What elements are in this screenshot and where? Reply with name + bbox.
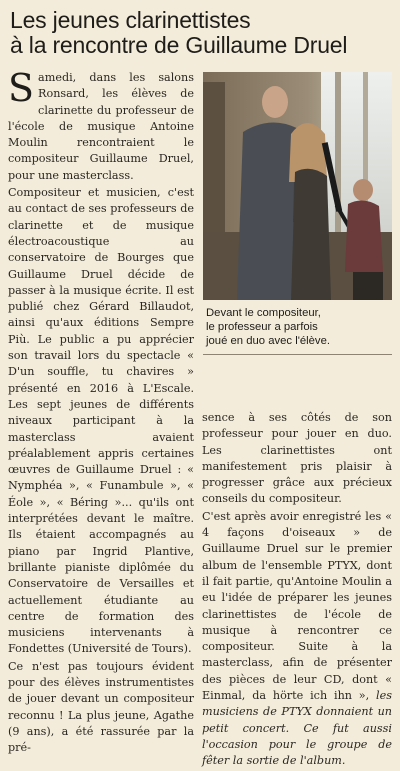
caption-line-1: Devant le compositeur,: [206, 307, 321, 319]
article-paragraph-youngest: Ce n'est pas toujours évident pour des élèves instrumentistes de jouer devant un compositeur reconnu ! La plus jeune, Agathe (9 ans), a été rassurée par la pré-: [8, 659, 194, 755]
headline-line-1: Les jeunes clarinettistes: [10, 7, 251, 33]
article-paragraph-ptyx: [202, 509, 392, 770]
caption-line-3: joué en duo avec l'élève.: [206, 335, 331, 348]
caption-line-2: le professeur a parfois: [206, 321, 318, 334]
intro-text: amedi, dans les salons Ronsard, les élèves de clarinette du professeur de l'école de musique Antoine Moulin rencontraient le compositeur Guillaume Druel, pour une masterclass.: [8, 71, 194, 182]
caption-divider: [203, 354, 392, 355]
article-paragraph-intro: [8, 66, 194, 184]
article-column-right: [202, 410, 392, 771]
article-headline: [10, 8, 394, 58]
article-photo: [203, 72, 392, 300]
ptyx-italic-text: les musiciens de PTYX donnaient un petit concert. Ce fut aussi l'occasion pour le groupe de fêter la sortie de l'album.: [202, 689, 392, 768]
article-paragraph-duo: sence à ses côtés de son professeur pour jouer en duo. Les clarinettistes ont manifestement pris plaisir à progresser grâce aux précieux conseils du compositeur.: [202, 411, 392, 506]
article-paragraph-composer: Compositeur et musicien, c'est au contact de ses professeurs de clarinette et de musique électroacoustique au conservatoire de Bourges que Guillaume Druel décide de passer à la musique écrite. Il est publié chez Gérard Billaudot, ainsi qu'aux éditions Sempre Più. Le public a pu apprécier son travail lors du spectacle « D'un souffle, tu chavires » présenté en 2016 à L'Escale. Les sept jeunes de différents niveaux participant à la masterclass avaient préalablement appris certaines œuvres de Guillaume Druel : « Nymphéa », « Funambule », « Éole », « Béring »... qu'ils ont interprétées devant le maître. Ils étaient accompagnés au piano par Ingrid Plantive, brillante pianiste diplômée du Conservatoire de Versailles et actuellement étudiante au centre de formation des musiciens intervenants à Fondettes (Université de Tours).: [8, 186, 194, 656]
article-column-left: [8, 66, 194, 757]
drop-cap-letter: S: [8, 66, 35, 110]
headline-line-2: à la rencontre de Guillaume Druel: [10, 32, 348, 58]
photo-caption: [206, 306, 392, 349]
ptyx-text: C'est après avoir enregistré les « 4 façons d'oiseaux » de Guillaume Druel sur le premier album de l'ensemble PTYX, dont il fait partie, qu'Antoine Moulin a eu l'idée de préparer les jeunes clarinettistes de l'école de musique à rencontrer ce compositeur. Suite à la masterclass, afin de présenter des pièces de leur CD, dont « Einmal, da hörte ich ihn »,: [202, 509, 392, 703]
photo-illustration: [203, 72, 392, 300]
